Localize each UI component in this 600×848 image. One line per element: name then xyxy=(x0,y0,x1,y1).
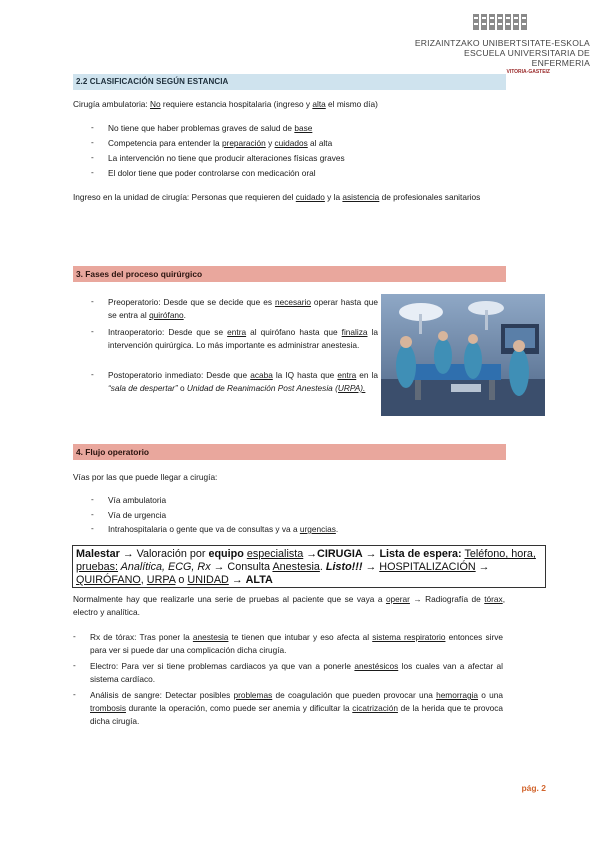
flow-step: ALTA xyxy=(245,574,273,586)
underlined-text: quirófano xyxy=(149,310,184,320)
surgery-unit-admission-paragraph xyxy=(73,191,505,204)
text-run: o xyxy=(175,574,188,586)
list-item xyxy=(108,523,338,536)
underlined-text: No xyxy=(150,99,161,109)
text-run: Preoperatorio: Desde que se decide que es xyxy=(108,297,275,307)
text-run: No tiene que haber problemas graves de salud de xyxy=(108,123,295,133)
underlined-text: tórax xyxy=(484,594,503,604)
text-run: Intraoperatorio: Desde que se xyxy=(108,327,228,337)
italic-text: Analítica, ECG, Rx xyxy=(118,561,211,573)
underlined-text: QUIRÓFANO xyxy=(76,574,141,586)
underlined-text: Anestesia xyxy=(272,561,320,573)
bullet-dash: - xyxy=(73,660,76,670)
text-run: el mismo día) xyxy=(325,99,378,109)
bullet-dash: - xyxy=(91,509,94,519)
logo-text-city: VITORIA-GASTEIZ xyxy=(506,69,550,75)
arrow: → xyxy=(213,561,225,573)
underlined-text: trombosis xyxy=(90,703,126,713)
arrow: → xyxy=(122,548,134,560)
underlined-text: hemorragia xyxy=(436,690,479,700)
italic-text: “sala de despertar” xyxy=(108,383,178,393)
text-run: Intrahospitalaria o gente que va de consultas y va a xyxy=(108,524,300,534)
bullet-dash: - xyxy=(73,689,76,699)
section-heading-4: 4. Flujo operatorio xyxy=(73,444,506,460)
list-item: Vía de urgencia xyxy=(108,510,167,520)
logo-text-basque: ERIZAINTZAKO UNIBERTSITATE-ESKOLA xyxy=(414,38,590,48)
underlined-text: HOSPITALIZACIÓN xyxy=(379,561,476,573)
bullet-dash: - xyxy=(91,369,94,379)
text-run: o una xyxy=(478,690,503,700)
preop-tests-paragraph xyxy=(73,593,505,619)
page-number: pág. 2 xyxy=(521,783,546,793)
university-logo xyxy=(405,12,590,75)
text-run: Postoperatorio inmediato: Desde que xyxy=(108,370,251,380)
text-run: Electro: Para ver si tiene problemas cardiacos ya que van a ponerle xyxy=(90,661,355,671)
underlined-text: especialista xyxy=(246,548,304,560)
underlined-text: sistema respiratorio xyxy=(372,632,446,642)
text-run: y la xyxy=(324,192,343,202)
text-run: entonces sirve para ver si puede dar una complicación dicha cirugía. xyxy=(90,632,503,655)
text-run: Ingreso en la unidad de cirugía: Personas que requieren del xyxy=(73,192,296,202)
text-run: Valoración por xyxy=(133,548,209,560)
underlined-text: alta xyxy=(312,99,326,109)
text-run: en la xyxy=(356,370,378,380)
bullet-dash: - xyxy=(91,494,94,504)
underlined-text: base xyxy=(294,123,313,133)
text-run: requiere estancia hospitalaria (ingreso y xyxy=(160,99,313,109)
text-run: . xyxy=(183,310,186,320)
text-run: la IQ hasta que xyxy=(272,370,338,380)
flow-step: Listo!!! xyxy=(325,561,363,573)
bullet-dash: - xyxy=(91,167,94,177)
list-item xyxy=(108,122,312,135)
surgical-flow-box: Malestar → Valoración por equipo especialista →CIRUGIA → Lista de espera: Teléfono, hora, pruebas: Analítica, ECG, Rx → Consulta Anestesia. Listo!!! → HOSPITALIZACIÓN → QUIRÓFANO, URPA o UNIDAD → ALTA xyxy=(72,545,546,588)
text-run: → Radiografía de xyxy=(409,594,485,604)
bullet-dash: - xyxy=(91,137,94,147)
underlined-text: problemas xyxy=(233,690,273,700)
arrow: → xyxy=(365,548,377,560)
bullet-dash: - xyxy=(91,152,94,162)
text-run: Normalmente hay que realizarle una serie de pruebas al paciente que se vaya a xyxy=(73,594,386,604)
text-run: te tienen que intubar y eso afecta al xyxy=(228,632,373,642)
underlined-text: asistencia xyxy=(342,192,380,202)
ambulatory-surgery-paragraph xyxy=(73,98,505,111)
routes-intro: Vías por las que puede llegar a cirugía: xyxy=(73,472,218,482)
list-item xyxy=(108,137,332,150)
blood-test-item xyxy=(90,689,503,728)
underlined-text: Teléfono, hora, pruebas: xyxy=(76,548,536,573)
text-run: Rx de tórax: Tras poner la xyxy=(90,632,193,642)
underlined-text: anestésicos xyxy=(354,661,399,671)
underlined-text: cuidado xyxy=(295,192,325,202)
text-run: de la herida que te provoca dicha cirugía. xyxy=(90,703,503,726)
text-run: al quirófano hasta que xyxy=(246,327,342,337)
underlined-text: operar xyxy=(385,594,410,604)
underlined-text: cuidados xyxy=(274,138,308,148)
underlined-text: finaliza xyxy=(341,327,368,337)
flow-step: equipo xyxy=(208,548,244,560)
bullet-dash: - xyxy=(91,523,94,533)
electro-item xyxy=(90,660,503,686)
text-run: durante la operación, como puede ser anemia y dificultar la xyxy=(125,703,353,713)
underlined-text: urgencias xyxy=(299,524,336,534)
section-heading-3: 3. Fases del proceso quirúrgico xyxy=(73,266,506,282)
operating-room-photo xyxy=(381,294,545,416)
arrow: → xyxy=(231,574,243,586)
text-run: . xyxy=(335,524,339,534)
bullet-dash: - xyxy=(73,631,76,641)
underlined-text: preparación xyxy=(221,138,266,148)
postoperative-item xyxy=(108,369,378,395)
text-run: al alta xyxy=(307,138,333,148)
text-run: Cirugía ambulatoria: xyxy=(73,99,151,109)
underlined-text: entra xyxy=(337,370,357,380)
underlined-text: anestesia xyxy=(192,632,229,642)
arrow: → xyxy=(478,561,490,573)
section-heading-2-2: 2.2 CLASIFICACIÓN SEGÚN ESTANCIA xyxy=(73,74,506,90)
text-run: de profesionales sanitarios xyxy=(379,192,481,202)
underlined-text: entra xyxy=(227,327,247,337)
arrow: → xyxy=(306,548,318,560)
text-run: operar hasta que se entra al xyxy=(108,297,378,320)
list-item: El dolor tiene que poder controlarse con medicación oral xyxy=(108,168,316,178)
underlined-text: URPA xyxy=(146,574,176,586)
flow-step: CIRUGIA xyxy=(317,548,363,560)
logo-text-spanish: ESCUELA UNIVERSITARIA DE ENFERMERIA xyxy=(464,48,590,68)
flow-step: Lista de espera: xyxy=(379,548,462,560)
preoperative-item xyxy=(108,296,378,322)
building-logo-icon xyxy=(471,12,535,32)
text-run: Competencia para entender la xyxy=(108,138,222,148)
bullet-dash: - xyxy=(91,296,94,306)
chest-xray-item xyxy=(90,631,503,657)
underlined-text: (URPA). xyxy=(335,383,366,393)
underlined-text: cicatrización xyxy=(352,703,398,713)
list-item: La intervención no tiene que producir alteraciones físicas graves xyxy=(108,153,345,163)
text-run: , electro y analítica. xyxy=(73,594,506,617)
underlined-text: UNIDAD xyxy=(187,574,229,586)
flow-step: Malestar xyxy=(76,548,120,560)
text-run: o xyxy=(177,383,187,393)
list-item: Vía ambulatoria xyxy=(108,495,167,505)
bullet-dash: - xyxy=(91,122,94,132)
underlined-text: necesario xyxy=(274,297,311,307)
text-run: los cuales van a afectar al sistema cardíaco. xyxy=(90,661,503,684)
underlined-text: acaba xyxy=(250,370,273,380)
intraoperative-item xyxy=(108,326,378,352)
text-run: de coagulación que pueden provocar una xyxy=(272,690,437,700)
bullet-dash: - xyxy=(91,326,94,336)
text-run: y xyxy=(265,138,275,148)
text-run: Consulta xyxy=(224,561,273,573)
italic-text: Unidad de Reanimación Post Anestesia xyxy=(186,383,333,393)
text-run: Análisis de sangre: Detectar posibles xyxy=(90,690,234,700)
arrow: → xyxy=(365,561,377,573)
text-run: la intervención quirúrgica. Lo más importante es administrar anestesia. xyxy=(108,327,378,350)
